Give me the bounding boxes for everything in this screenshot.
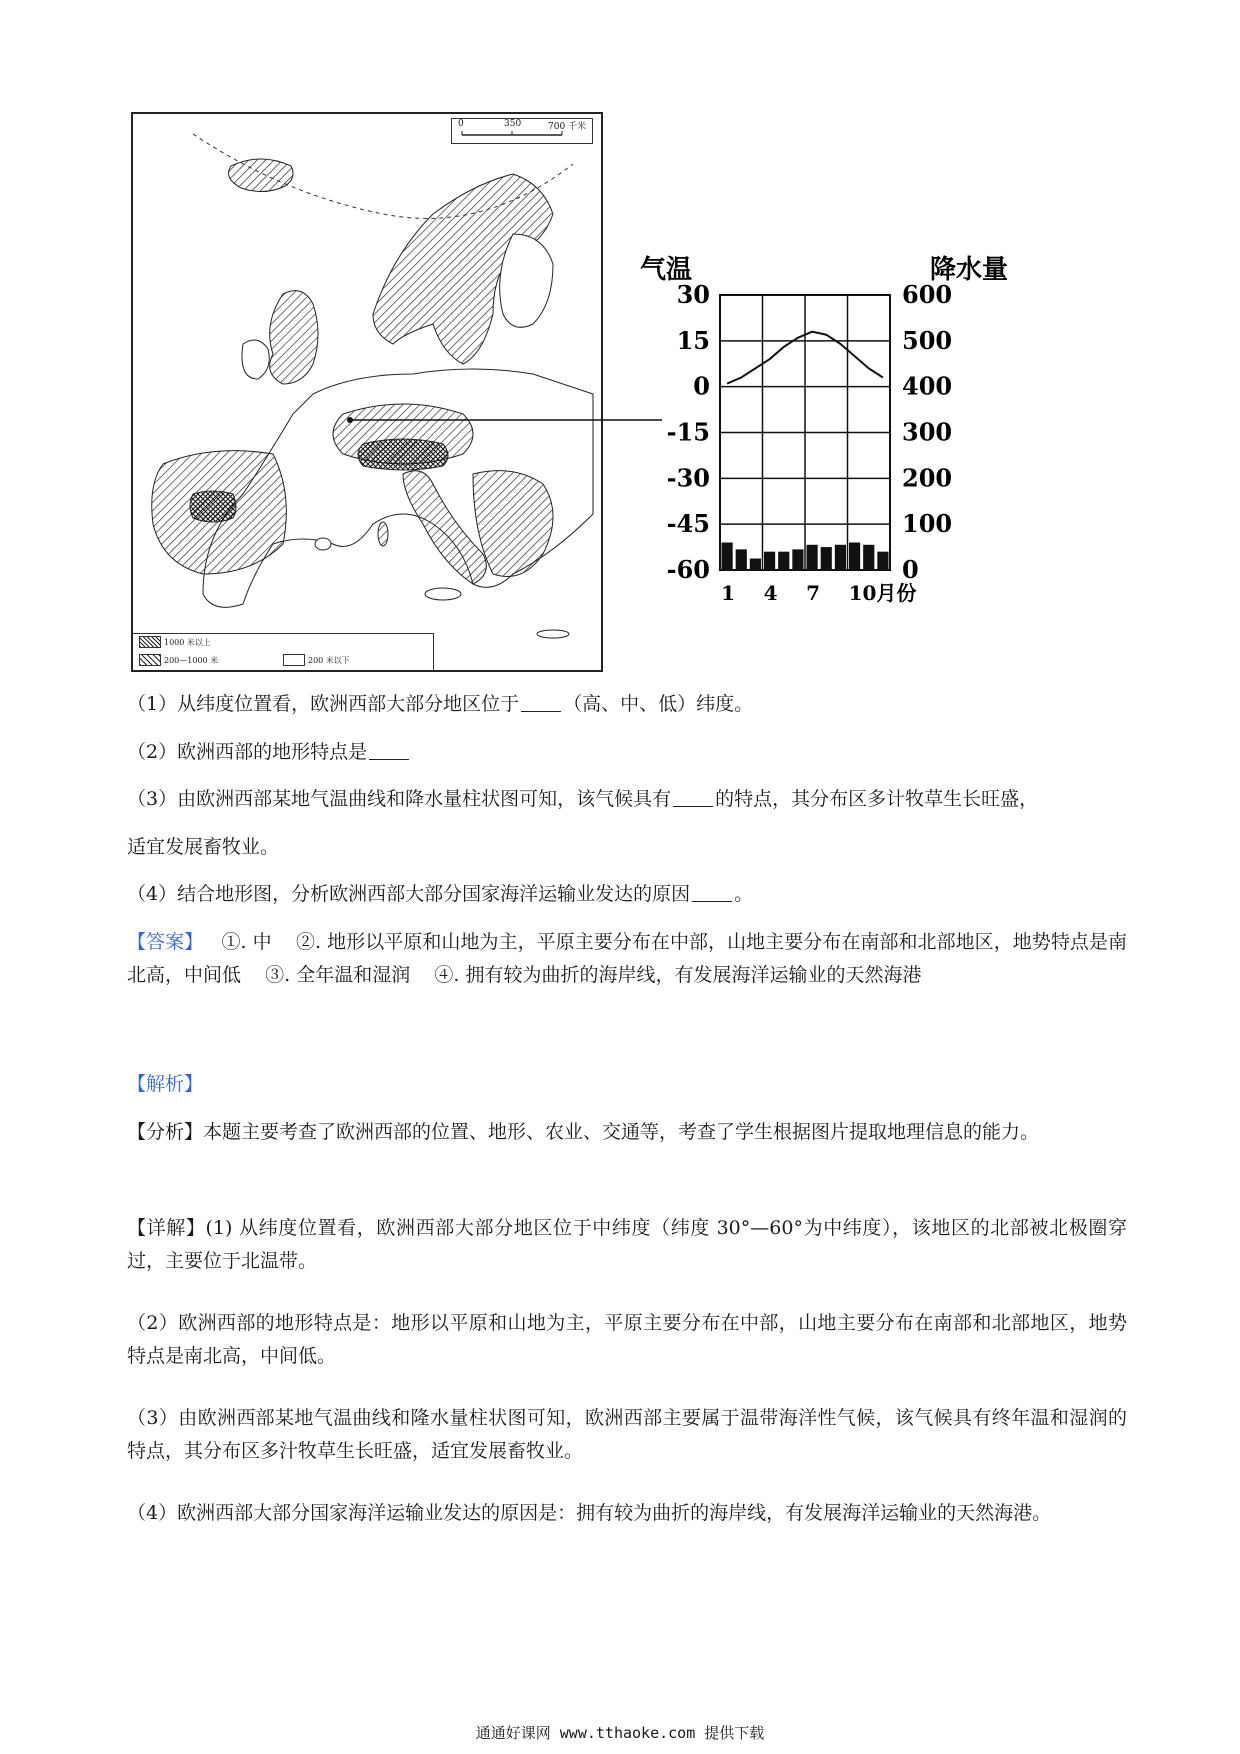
answer-blank[interactable] (692, 882, 732, 902)
scale-label-350: 350 (504, 119, 522, 129)
scale-label-0: 0 (458, 119, 464, 129)
analysis-tag: 【解析】 (127, 1073, 204, 1095)
analysis-tag-line (127, 1068, 1127, 1101)
temperature-tick-label: 30 (676, 280, 710, 309)
detail-paragraph-3: （3）由欧洲西部某地气温曲线和隆水量柱状图可知，欧洲西部主要属于温带海洋性气候，该气候具有终年温和湿润的特点，其分布区多汁牧草生长旺盛，适宜发展畜牧业。 (127, 1407, 1127, 1463)
connector-line (0, 0, 1240, 700)
precipitation-bar (863, 545, 874, 570)
precipitation-tick-label: 600 (902, 280, 953, 309)
answer-blank[interactable] (521, 692, 561, 712)
question-text: （1）从纬度位置看，欧洲西部大部分地区位于 (127, 693, 520, 715)
month-tick-label: 4 (763, 581, 778, 605)
month-tick-label: 10月份 (848, 581, 917, 605)
answer-blank[interactable] (369, 740, 409, 760)
temperature-tick-label: -45 (666, 509, 710, 539)
question-text: （2）欧洲西部的地形特点是 (127, 741, 368, 763)
question-3-continued (127, 831, 279, 864)
question-text: （3）由欧洲西部某地气温曲线和降水量柱状图可知，该气候具有 (127, 788, 672, 810)
precipitation-axis-title: 降水量 (930, 255, 1009, 285)
temperature-tick-label: -30 (666, 463, 710, 493)
analysis-paragraph: 【分析】本题主要考查了欧洲西部的位置、地形、农业、交通等，考查了学生根据图片提取地理信息的能力。 (127, 1121, 1040, 1143)
scale-label-700: 700 千米 (548, 122, 587, 132)
precipitation-bar (736, 549, 747, 570)
temperature-tick-label: -60 (666, 555, 710, 584)
precipitation-tick-label: 500 (902, 325, 953, 355)
temperature-axis-title: 气温 (640, 255, 693, 285)
question-4 (127, 878, 753, 911)
temperature-tick-label: 0 (693, 371, 710, 401)
month-tick-label: 1 (721, 581, 736, 605)
precipitation-bar (778, 552, 789, 570)
detail-paragraph-2: （2）欧洲西部的地形特点是：地形以平原和山地为主，平原主要分布在中部，山地主要分布在南部和北部地区，地势特点是南北高，中间低。 (127, 1312, 1127, 1368)
answer-tag: 【答案】 (127, 931, 204, 953)
question-text: （4）结合地形图，分析欧洲西部大部分国家海洋运输业发达的原因 (127, 883, 691, 905)
climate-chart-svg (640, 250, 1040, 610)
month-tick-label: 7 (806, 581, 821, 605)
precipitation-bar (807, 545, 818, 570)
climate-chart (640, 250, 1040, 610)
precipitation-tick-label: 100 (902, 509, 953, 539)
temperature-tick-label: -15 (666, 417, 710, 447)
page-footer: 通通好课网 www.tthaoke.com 提供下载 (475, 1724, 765, 1742)
question-text: （高、中、低）纬度。 (563, 693, 754, 715)
precipitation-bar (722, 543, 733, 571)
legend-label: 200—1000 米 (164, 655, 219, 665)
precipitation-tick-label: 300 (902, 417, 953, 447)
answer-text: ①. 中 ②. 地形以平原和山地为主，平原主要分布在中部，山地主要分布在南部和北部地区，地势特点是南北高，中间低 ③. 全年温和湿润 ④. 拥有较为曲折的海岸线，有发展海洋运输业的天然海港 (127, 931, 1127, 987)
legend-label: 200 米以下 (308, 655, 350, 665)
question-text: 适宜发展畜牧业。 (127, 836, 280, 858)
question-3 (127, 783, 1038, 816)
question-text: 。 (734, 883, 754, 905)
precipitation-bar (849, 543, 860, 571)
precipitation-tick-label: 0 (902, 555, 919, 584)
question-2 (127, 736, 411, 769)
precipitation-bar (792, 549, 803, 570)
precipitation-bar (750, 559, 761, 570)
answer-blank[interactable] (673, 787, 713, 807)
chart-grid (720, 295, 890, 570)
answer-block (127, 926, 1127, 993)
precipitation-bar (835, 545, 846, 570)
detail-paragraph-1: 【详解】(1) 从纬度位置看，欧洲西部大部分地区位于中纬度（纬度 30°—60°为中纬度），该地区的北部被北极圈穿过，主要位于北温带。 (127, 1217, 1127, 1273)
legend-label: 1000 米以上 (164, 637, 211, 647)
question-text: 的特点，其分布区多计牧草生长旺盛， (715, 788, 1039, 810)
precipitation-bar (877, 552, 888, 570)
precipitation-tick-label: 400 (902, 371, 953, 401)
precipitation-bar (764, 552, 775, 570)
temperature-tick-label: 15 (676, 325, 710, 355)
detail-paragraph-4: （4）欧洲西部大部分国家海洋运输业发达的原因是：拥有较为曲折的海岸线，有发展海洋运输业的天然海港。 (127, 1502, 1052, 1524)
question-1 (127, 688, 753, 721)
precipitation-bar (821, 547, 832, 570)
precipitation-tick-label: 200 (902, 463, 953, 493)
